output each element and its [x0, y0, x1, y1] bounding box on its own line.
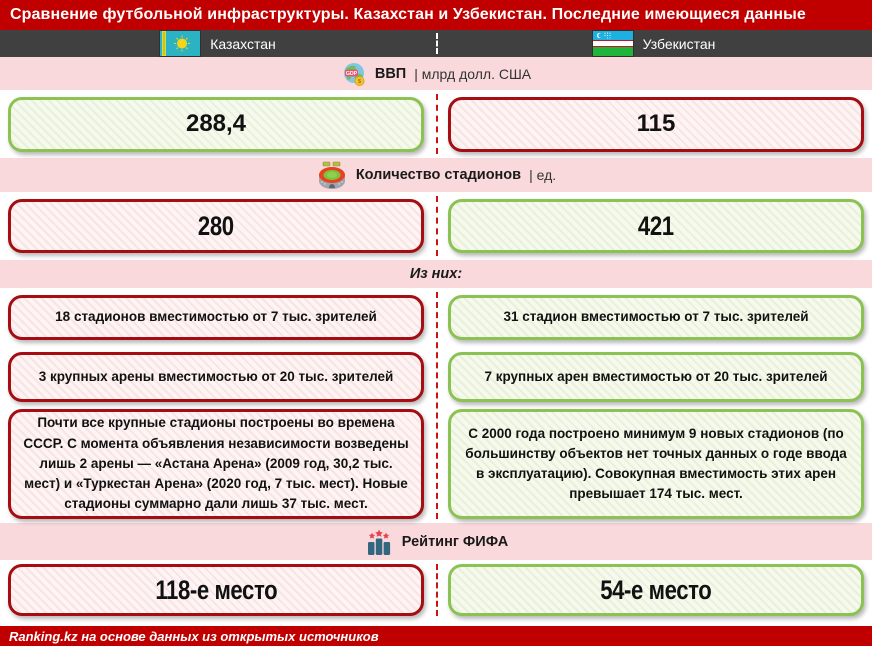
stadiums-value-uzbekistan: 421 — [448, 199, 864, 253]
country-right-label: Узбекистан — [642, 35, 716, 52]
source-credit: Ranking.kz на основе данных из открытых источников — [9, 628, 379, 644]
fifa-value-kazakhstan: 118-е место — [8, 564, 424, 616]
stadiums-unit: | ед. — [529, 167, 557, 183]
gdp-values-strip — [0, 90, 872, 158]
gdp-section-header — [0, 57, 872, 90]
fifa-values-strip — [0, 560, 872, 620]
country-left-label: Казахстан — [210, 35, 276, 52]
breakdown-uz-row3: С 2000 года построено минимум 9 новых стадионов (по большинству объектов нет точных данных о годе ввода в эксплуатацию). Совокупная вместимость этих арен превышает 174 тыс. мест. — [448, 409, 864, 519]
column-divider — [436, 94, 438, 154]
stadiums-values-strip — [0, 192, 872, 260]
title-bar — [0, 0, 872, 30]
column-divider — [436, 564, 438, 616]
kazakhstan-flag-icon — [160, 31, 200, 56]
breakdown-heading: Из них: — [409, 266, 463, 282]
country-left — [0, 30, 436, 57]
breakdown-strip — [0, 288, 872, 523]
fifa-section-header — [0, 523, 872, 560]
svg-text:$: $ — [357, 78, 361, 85]
breakdown-heading-band — [0, 260, 872, 288]
gdp-unit: | млрд долл. США — [414, 65, 532, 82]
breakdown-kz-row3: Почти все крупные стадионы построены во времена СССР. С момента объявления независимости возведены лишь 2 арены — «Астана Арена» (2009 год, 30,2 тыс. мест) и «Туркестан Арена» (2020 год, 7 тыс. мест). Новые стадионы суммарно дали лишь 37 тыс. мест. — [8, 409, 424, 519]
breakdown-uz-row2: 7 крупных арен вместимостью от 20 тыс. зрителей — [448, 352, 864, 402]
breakdown-kz-row1: 18 стадионов вместимостью от 7 тыс. зрителей — [8, 295, 424, 340]
gdp-label: ВВП — [374, 65, 407, 82]
column-divider — [436, 292, 438, 519]
footer-bar — [0, 626, 872, 646]
fifa-value-uzbekistan: 54-е место — [448, 564, 864, 616]
fifa-label: Рейтинг ФИФА — [401, 533, 509, 550]
stadiums-section-header — [0, 158, 872, 192]
svg-text:GDP: GDP — [345, 70, 357, 77]
podium-stars-icon — [364, 528, 394, 556]
gdp-value-kazakhstan: 288,4 — [8, 97, 424, 152]
stadium-icon — [316, 161, 348, 189]
breakdown-kz-row2: 3 крупных арены вместимостью от 20 тыс. зрителей — [8, 352, 424, 402]
gdp-value-uzbekistan: 115 — [448, 97, 864, 152]
stadiums-label: Количество стадионов — [355, 167, 522, 183]
uzbekistan-flag-icon — [593, 31, 633, 56]
country-right — [436, 30, 872, 57]
gdp-globe-icon — [341, 61, 367, 87]
column-divider — [436, 196, 438, 256]
flags-divider — [436, 33, 438, 54]
page-title: Сравнение футбольной инфраструктуры. Казахстан и Узбекистан. Последние имеющиеся данные — [10, 6, 806, 23]
stadiums-value-kazakhstan: 280 — [8, 199, 424, 253]
breakdown-uz-row1: 31 стадион вместимостью от 7 тыс. зрителей — [448, 295, 864, 340]
countries-bar — [0, 30, 872, 57]
